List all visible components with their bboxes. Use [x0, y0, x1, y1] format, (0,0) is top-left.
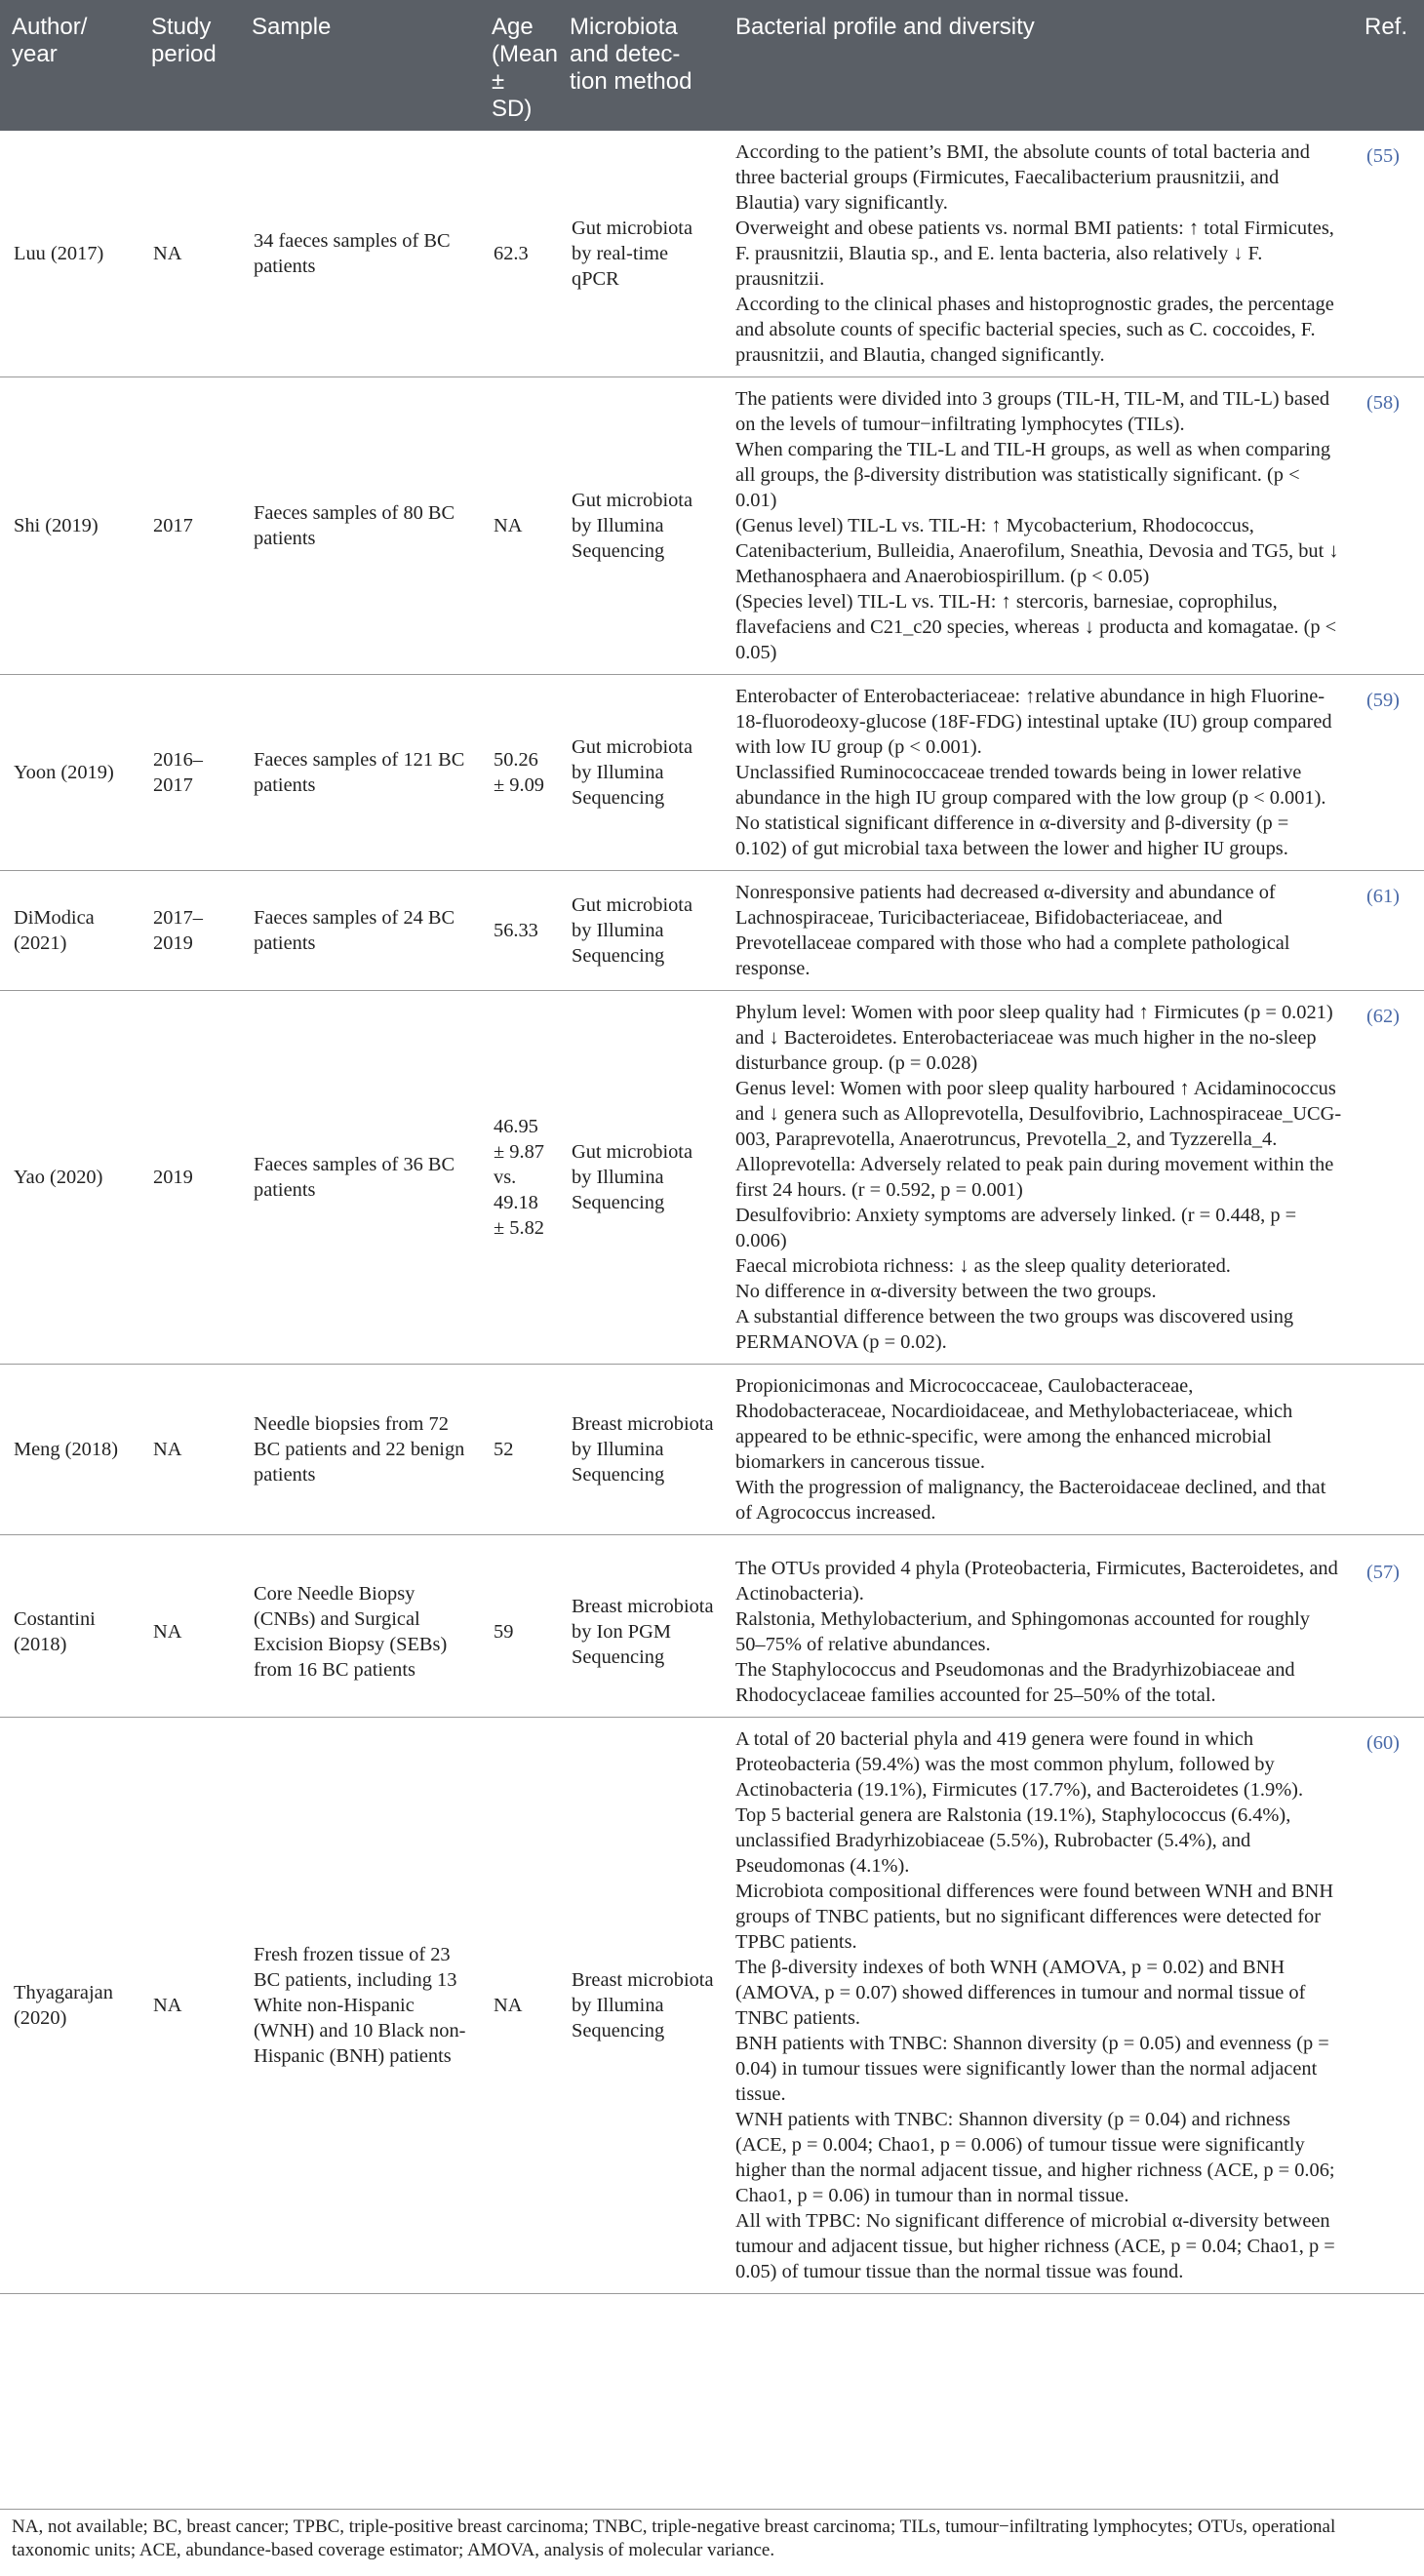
table-row: [0, 871, 1424, 991]
profile-line: According to the clinical phases and histoprognostic grades, the percentage and absolute counts of specific bacterial species, such as C. coccoides, F. prausnitzii, and Blautia, changed significantly.: [735, 294, 1334, 366]
cell-ref-link[interactable]: (62): [1353, 991, 1424, 1365]
cell-profile: [722, 871, 1353, 991]
header-profile: Bacterial profile and diversity: [722, 0, 1353, 131]
table-row: [0, 1365, 1424, 1535]
cell-period: NA: [139, 131, 240, 377]
cell-ref-link[interactable]: (58): [1353, 377, 1424, 675]
cell-age: 56.33: [480, 871, 558, 991]
cell-profile: [722, 131, 1353, 377]
cell-author: DiModica (2021): [0, 871, 139, 991]
header-row: [0, 0, 1424, 131]
cell-profile: [722, 377, 1353, 675]
row-gap: [0, 1535, 1424, 1547]
profile-line: The β-diversity indexes of both WNH (AMOVA, p = 0.02) and BNH (AMOVA, p = 0.07) showed differences in tumour and normal tissue of TNBC patients.: [735, 1956, 1306, 2029]
cell-profile: [722, 1717, 1353, 2293]
profile-line: When comparing the TIL-L and TIL-H groups, as well as when comparing all groups, the β-diversity distribution was statistically significant. (p < 0.01): [735, 439, 1331, 511]
cell-age: 52: [480, 1365, 558, 1535]
cell-author: Yao (2020): [0, 991, 139, 1365]
cell-author: Luu (2017): [0, 131, 139, 377]
cell-method: Gut microbiota by Illumina Sequencing: [558, 377, 722, 675]
profile-line: Ralstonia, Methylobacterium, and Sphingomonas accounted for roughly 50–75% of relative abundances.: [735, 1607, 1310, 1655]
cell-age: 46.95 ± 9.87 vs. 49.18 ± 5.82: [480, 991, 558, 1365]
header-period: Study period: [139, 0, 240, 131]
profile-line: Enterobacter of Enterobacteriaceae: ↑relative abundance in high Fluorine-18-fluorodeoxy-glucose (18F-FDG) intestinal uptake (IU) group compared with low IU group (p < 0.001).: [735, 686, 1332, 758]
cell-age: 50.26 ± 9.09: [480, 675, 558, 871]
cell-author: Yoon (2019): [0, 675, 139, 871]
cell-author: Shi (2019): [0, 377, 139, 675]
cell-author: Costantini (2018): [0, 1547, 139, 1718]
profile-line: Overweight and obese patients vs. normal BMI patients: ↑ total Firmicutes, F. prausnitzii, Blautia sp., and E. lenta bacteria, also relatively ↓ F. prausnitzii.: [735, 218, 1334, 290]
profile-line: Unclassified Ruminococcaceae trended towards being in lower relative abundance in the high IU group compared with the low group (p < 0.001).: [735, 762, 1326, 809]
profile-line: Microbiota compositional differences were found between WNH and BNH groups of TNBC patients, but no significant differences were detected for TPBC patients.: [735, 1880, 1334, 1953]
cell-sample: Fresh frozen tissue of 23 BC patients, including 13 White non-Hispanic (WNH) and 10 Black non-Hispanic (BNH) patients: [240, 1717, 480, 2293]
profile-line: The Staphylococcus and Pseudomonas and the Bradyrhizobiaceae and Rhodocyclaceae families accounted for 25–50% of the total.: [735, 1658, 1295, 1706]
profile-line: Genus level: Women with poor sleep quality harboured ↑ Acidaminococcus and ↓ genera such as Alloprevotella, Desulfovibrio, Lachnospiraceae_UCG-003, Paraprevotella, Anaerotruncus, Prevotella_2, and Tyzzerella_4.: [735, 1078, 1342, 1150]
cell-period: 2017: [139, 377, 240, 675]
cell-sample: Core Needle Biopsy (CNBs) and Surgical Excision Biopsy (SEBs) from 16 BC patients: [240, 1547, 480, 1718]
profile-line: Top 5 bacterial genera are Ralstonia (19.1%), Staphylococcus (6.4%), unclassified Bradyrhizobiaceae (5.5%), Rubrobacter (5.4%), and Pseudomonas (4.1%).: [735, 1803, 1291, 1877]
cell-method: Gut microbiota by Illumina Sequencing: [558, 675, 722, 871]
profile-line: A substantial difference between the two groups was discovered using PERMANOVA (p = 0.02).: [735, 1306, 1294, 1353]
cell-method: Gut microbiota by real-time qPCR: [558, 131, 722, 377]
cell-method: Gut microbiota by Illumina Sequencing: [558, 871, 722, 991]
cell-ref-link[interactable]: (60): [1353, 1717, 1424, 2293]
profile-line: According to the patient’s BMI, the absolute counts of total bacteria and three bacterial groups (Firmicutes, Faecalibacterium prausnitzii, and Blautia) vary significantly.: [735, 141, 1310, 214]
profile-line: (Genus level) TIL-L vs. TIL-H: ↑ Mycobacterium, Rhodococcus, Catenibacterium, Bulleidia, Anaerofilum, Sneathia, Devosia and TG5, but ↓ Methanosphaera and Anaerobiospirillum. (p < 0.05): [735, 515, 1339, 587]
profile-line: WNH patients with TNBC: Shannon diversity (p = 0.04) and richness (ACE, p = 0.004; Chao1, p = 0.006) of tumour tissue were significantly higher than the normal adjacent tissue, and higher richness (ACE, p = 0.06; Chao1, p = 0.06) in tumour than in normal tissue.: [735, 2108, 1335, 2206]
table-row: [0, 675, 1424, 871]
profile-line: Propionicimonas and Micrococcaceae, Caulobacteraceae, Rhodobacteraceae, Nocardioidaceae, and Methylobacteriaceae, which appeared to be ethnic-specific, were among the enhanced microbial biomarkers in cancerous tissue.: [735, 1375, 1293, 1473]
cell-period: 2017–2019: [139, 871, 240, 991]
cell-sample: Faeces samples of 121 BC patients: [240, 675, 480, 871]
cell-sample: 34 faeces samples of BC patients: [240, 131, 480, 377]
cell-author: Thyagarajan (2020): [0, 1717, 139, 2293]
table-row: [0, 377, 1424, 675]
cell-period: NA: [139, 1717, 240, 2293]
cell-period: NA: [139, 1547, 240, 1718]
cell-sample: Needle biopsies from 72 BC patients and 22 benign patients: [240, 1365, 480, 1535]
cell-profile: [722, 1365, 1353, 1535]
cell-ref-link[interactable]: (57): [1353, 1547, 1424, 1718]
cell-period: 2019: [139, 991, 240, 1365]
profile-line: No difference in α-diversity between the two groups.: [735, 1281, 1157, 1302]
header-author: Author/ year: [0, 0, 139, 131]
cell-age: NA: [480, 1717, 558, 2293]
cell-method: Gut microbiota by Illumina Sequencing: [558, 991, 722, 1365]
cell-profile: [722, 991, 1353, 1365]
cell-method: Breast microbiota by Ion PGM Sequencing: [558, 1547, 722, 1718]
header-age: Age (Mean ± SD): [480, 0, 558, 131]
cell-ref-link[interactable]: (55): [1353, 131, 1424, 377]
cell-ref-link[interactable]: (61): [1353, 871, 1424, 991]
table-row: [0, 991, 1424, 1365]
profile-line: (Species level) TIL-L vs. TIL-H: ↑ stercoris, barnesiae, coprophilus, flavefaciens and C21_c20 species, whereas ↓ producta and komagatae. (p < 0.05): [735, 591, 1337, 663]
profile-line: All with TPBC: No significant difference of microbial α-diversity between tumour and adjacent tissue, but higher richness (ACE, p = 0.04; Chao1, p = 0.05) of tumour tissue than the normal tissue was found.: [735, 2209, 1335, 2282]
profile-line: The patients were divided into 3 groups (TIL-H, TIL-M, and TIL-L) based on the levels of tumour−infiltrating lymphocytes (TILs).: [735, 388, 1330, 435]
cell-method: Breast microbiota by Illumina Sequencing: [558, 1365, 722, 1535]
profile-line: BNH patients with TNBC: Shannon diversity (p = 0.05) and evenness (p = 0.04) in tumour tissues were significantly lower than the normal adjacent tissue.: [735, 2032, 1329, 2105]
header-method: Microbiota and detec-tion method: [558, 0, 722, 131]
table-row: [0, 1547, 1424, 1718]
profile-line: The OTUs provided 4 phyla (Proteobacteria, Firmicutes, Bacteroidetes, and Actinobacteria).: [735, 1557, 1338, 1605]
profile-line: No statistical significant difference in α-diversity and β-diversity (p = 0.102) of gut microbial taxa between the lower and higher IU groups.: [735, 812, 1289, 859]
profile-line: With the progression of malignancy, the Bacteroidaceae declined, and that of Agrococcus increased.: [735, 1477, 1326, 1524]
cell-method: Breast microbiota by Illumina Sequencing: [558, 1717, 722, 2293]
cell-period: 2016–2017: [139, 675, 240, 871]
cell-ref-link[interactable]: (59): [1353, 675, 1424, 871]
profile-line: Alloprevotella: Adversely related to peak pain during movement within the first 24 hours. (r = 0.592, p = 0.001): [735, 1154, 1334, 1201]
profile-line: Nonresponsive patients had decreased α-diversity and abundance of Lachnospiraceae, Turicibacteriaceae, Bifidobacteriaceae, and Prevotellaceae compared with those who had a complete pathological response.: [735, 882, 1290, 979]
cell-sample: Faeces samples of 36 BC patients: [240, 991, 480, 1365]
cell-sample: Faeces samples of 80 BC patients: [240, 377, 480, 675]
profile-line: A total of 20 bacterial phyla and 419 genera were found in which Proteobacteria (59.4%) was the most common phylum, followed by Actinobacteria (19.1%), Firmicutes (17.7%), and Bacteroidetes (1.9%).: [735, 1727, 1304, 1801]
cell-author: Meng (2018): [0, 1365, 139, 1535]
cell-profile: [722, 675, 1353, 871]
cell-age: NA: [480, 377, 558, 675]
profile-line: Faecal microbiota richness: ↓ as the sleep quality deteriorated.: [735, 1255, 1231, 1277]
cell-sample: Faeces samples of 24 BC patients: [240, 871, 480, 991]
profile-line: Phylum level: Women with poor sleep quality had ↑ Firmicutes (p = 0.021) and ↓ Bacteroidetes. Enterobacteriaceae was much higher in the no-sleep disturbance group. (p = 0.028): [735, 1002, 1333, 1074]
profile-line: Desulfovibrio: Anxiety symptoms are adversely linked. (r = 0.448, p = 0.006): [735, 1205, 1297, 1251]
header-sample: Sample: [240, 0, 480, 131]
table-footnote: NA, not available; BC, breast cancer; TPBC, triple-positive breast carcinoma; TNBC, triple-negative breast carcinoma; TILs, tumour−infiltrating lymphocytes; OTUs, operational taxonomic units; ACE, abundance-based coverage estimator; AMOVA, analysis of molecular variance.: [12, 2517, 1336, 2560]
cell-profile: [722, 1547, 1353, 1718]
cell-period: NA: [139, 1365, 240, 1535]
table-row: [0, 131, 1424, 377]
cell-ref-link[interactable]: [1353, 1365, 1424, 1535]
table-row: [0, 1717, 1424, 2293]
header-ref: Ref.: [1353, 0, 1424, 131]
cell-age: 62.3: [480, 131, 558, 377]
cell-age: 59: [480, 1547, 558, 1718]
footnote-rule: [0, 2509, 1424, 2510]
